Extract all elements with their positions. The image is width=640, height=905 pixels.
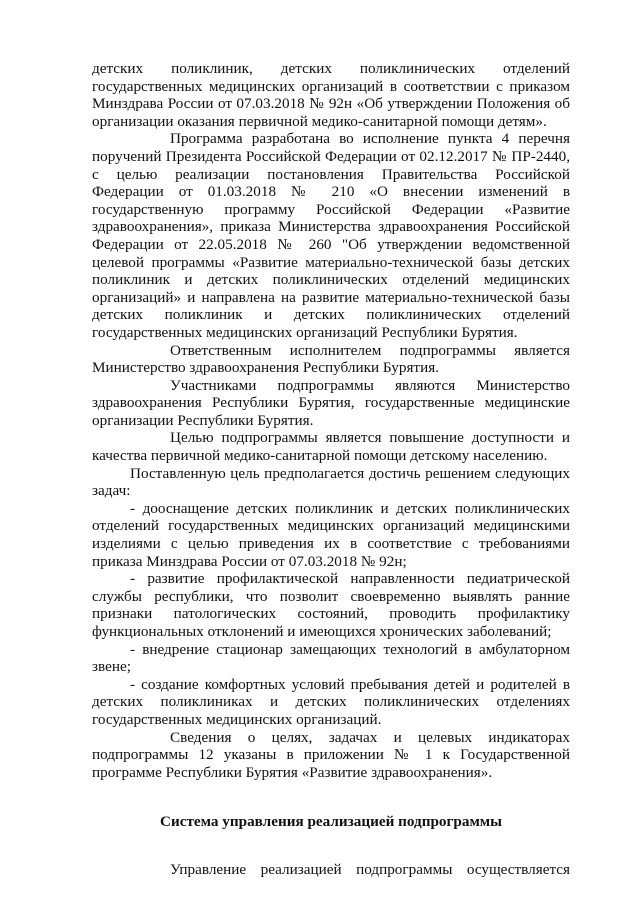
list-item-task-4: - создание комфортных условий пребывания детей и родителей в детских поликлиниках и детских поликлинических отделениях государственных медицинских организаций.: [92, 675, 570, 728]
paragraph-participants: Участниками подпрограммы являются Министерство здравоохранения Республики Бурятия, государственные медицинские организации Республики Бурятия.: [92, 376, 570, 429]
section-heading: Система управления реализацией подпрограммы: [160, 813, 502, 831]
paragraph-indicators: Сведения о целях, задачах и целевых индикаторах подпрограммы 12 указаны в приложении № 1 к Государственной программе Республики Бурятия «Развитие здравоохранения».: [92, 728, 570, 781]
paragraph-goal: Целью подпрограммы является повышение доступности и качества первичной медико-санитарной помощи детскому населению.: [92, 429, 570, 465]
paragraph-management: Управление реализацией подпрограммы осуществляется: [170, 860, 570, 878]
list-item-task-2: - развитие профилактической направленности педиатрической службы республики, что позволит своевременно выявлять ранние признаки патологических состояний, проводить профилактику функциональных отклонений и имеющихся хронических заболеваний;: [92, 570, 570, 640]
list-item-task-1: - дооснащение детских поликлиник и детских поликлинических отделений государственных медицинских организаций медицинскими изделиями с целью приведения их в соответствие с требованиями приказа Минздрава России от 07.03.2018 № 92н;: [92, 499, 570, 570]
list-item-task-3: - внедрение стационар замещающих технологий в амбулаторном звене;: [92, 640, 570, 676]
paragraph-responsible-executor: Ответственным исполнителем подпрограммы является Министерство здравоохранения Республики Бурятия.: [92, 341, 570, 377]
paragraph-program-basis: Программа разработана во исполнение пункта 4 перечня поручений Президента Российской Федерации от 02.12.2017 № ПР-2440, с целью реализации постановления Правительства Российской Федерации от 01.03.2018 № 210 «О внесении изменений в государственную программу Российской Федерации «Развитие здравоохранения», приказа Министерства здравоохранения Российской Федерации от 22.05.2018 № 260 "Об утверждении ведомственной целевой программы «Развитие материально-технической базы детских поликлиник и детских поликлинических отделений медицинских организаций» и направлена на развитие материально-технической базы детских поликлиник и детских поликлинических отделений государственных медицинских организаций Республики Бурятия.: [92, 130, 570, 341]
paragraph-continuation: детских поликлиник, детских поликлинических отделений государственных медицинских организаций в соответствии с приказом Минздрава России от 07.03.2018 № 92н «Об утверждении Положения об организации оказания первичной медико-санитарной помощи детям».: [92, 60, 570, 130]
document-page: [92, 60, 570, 879]
paragraph-tasks-intro: Поставленную цель предполагается достичь решением следующих задач:: [92, 464, 570, 500]
